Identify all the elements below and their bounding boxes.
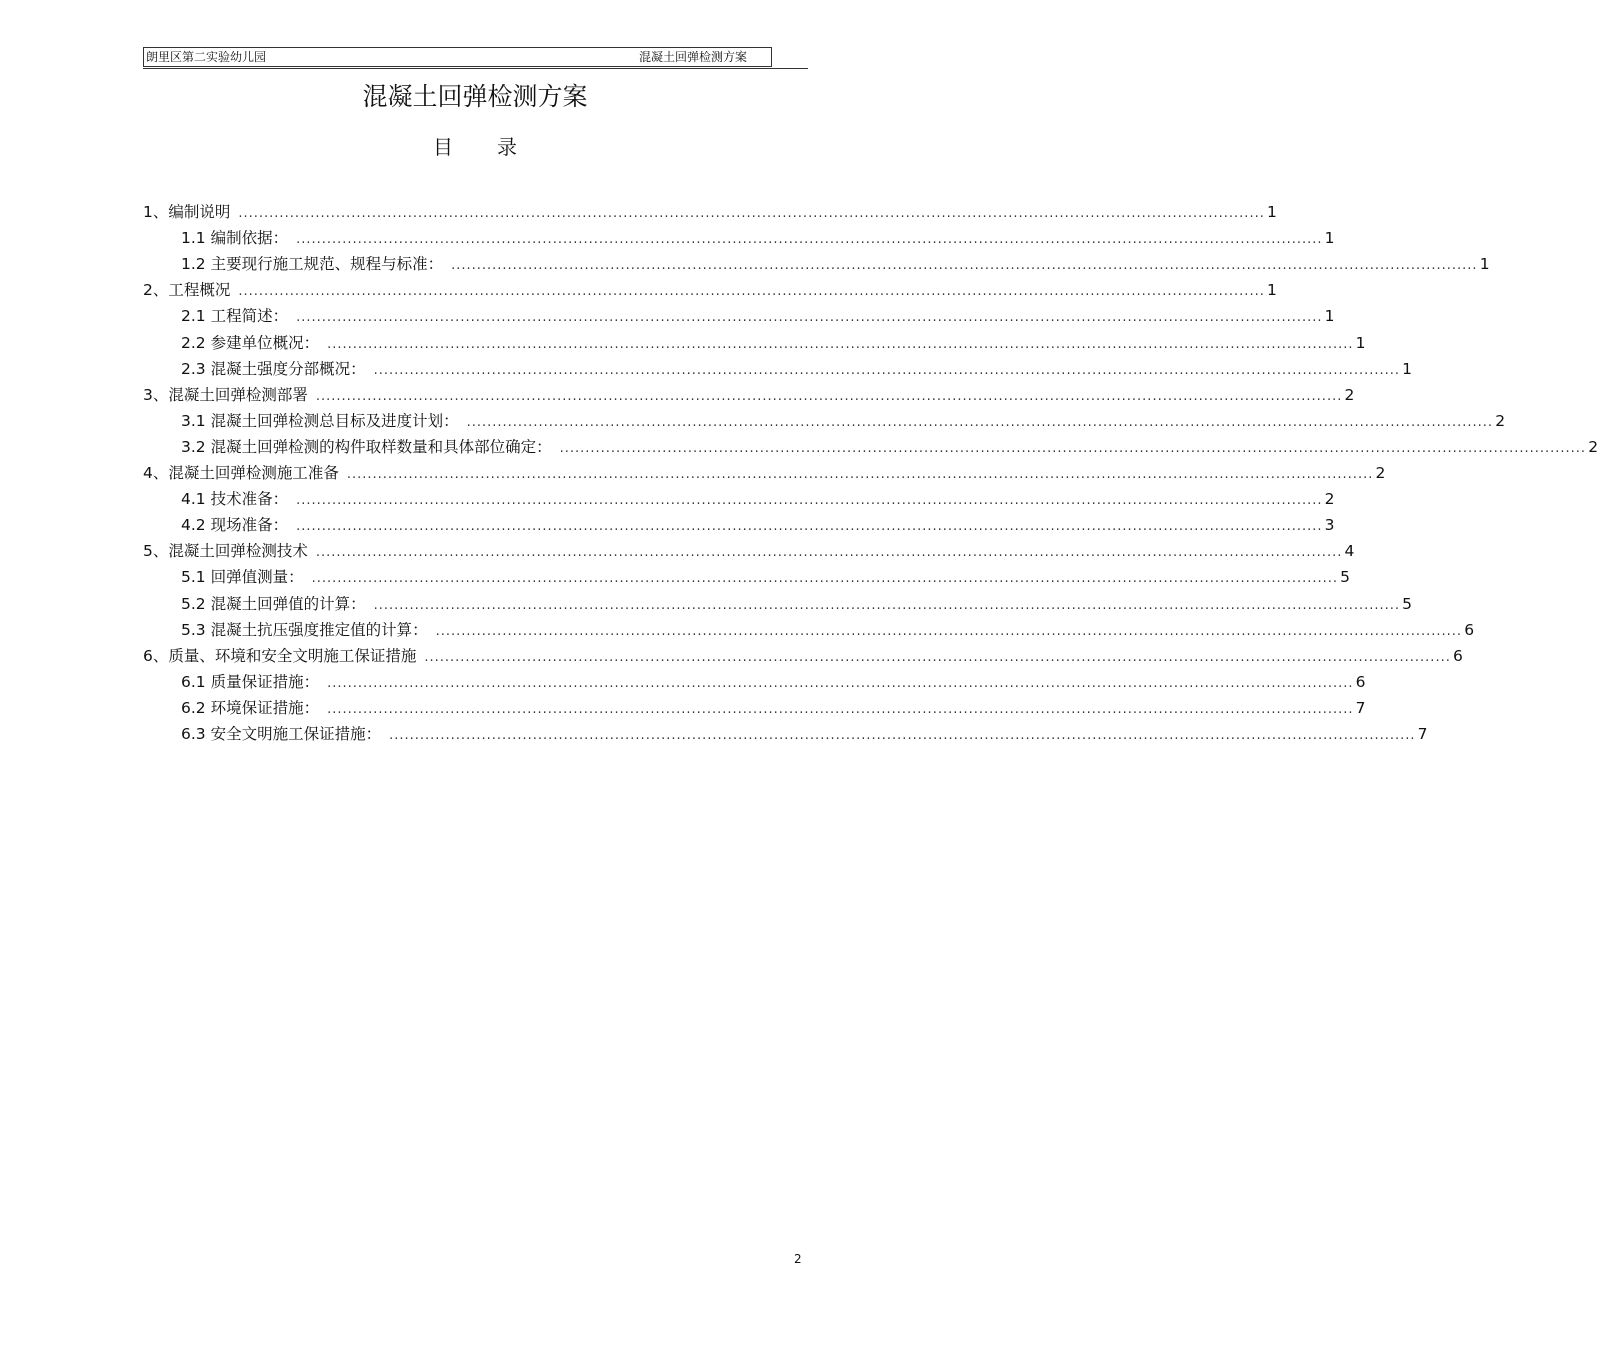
toc-entry-page: 2 [1324, 490, 1335, 509]
toc-leader-dots: ........................................................................................................................................................................................................ [327, 336, 1354, 352]
toc-entry[interactable] [181, 591, 1413, 617]
toc-leader-dots: ........................................................................................................................................................................................................ [466, 414, 1494, 430]
toc-entry-page: 1 [1266, 281, 1277, 300]
toc-leader-dots: ........................................................................................................................................................................................................ [238, 206, 1265, 221]
toc-entry-page: 4 [1344, 542, 1355, 561]
toc-leader-dots: ........................................................................................................................................................................................................ [373, 597, 1401, 613]
toc-entry-page: 3 [1324, 516, 1335, 535]
toc-leader-dots: ........................................................................................................................................................................................................ [296, 493, 1323, 509]
toc-entry[interactable] [181, 721, 1428, 747]
toc-entry-page: 5 [1402, 594, 1413, 613]
toc-heading: 目录 [433, 135, 561, 159]
toc-leader-dots: ........................................................................................................................................................................................................ [327, 675, 1354, 691]
toc-entry-label: 6、质量、环境和安全文明施工保证措施 [143, 646, 417, 665]
toc-entry[interactable] [143, 277, 1277, 303]
toc-entry-page: 6 [1464, 620, 1475, 639]
toc-entry[interactable] [181, 669, 1366, 695]
toc-entry-page: 1 [1324, 307, 1335, 326]
toc-entry-page: 6 [1452, 646, 1463, 665]
toc-entry-label: 6.3 安全文明施工保证措施： [181, 725, 382, 743]
toc-entry-label: 3.2 混凝土回弹检测的构件取样数量和具体部位确定： [181, 437, 552, 456]
toc-entry[interactable] [181, 617, 1475, 643]
toc-entry-label: 2、工程概况 [143, 281, 231, 300]
toc-entry-label: 2.1 工程简述： [181, 307, 289, 326]
toc-leader-dots: ........................................................................................................................................................................................................ [559, 440, 1587, 456]
toc-entry[interactable] [181, 251, 1490, 277]
toc-entry[interactable] [181, 486, 1335, 512]
toc-entry-label: 2.2 参建单位概况： [181, 333, 320, 352]
toc-entry-label: 6.1 质量保证措施： [181, 672, 320, 691]
toc-leader-dots: ........................................................................................................................................................................................................ [315, 545, 1343, 561]
toc-entry-label: 3、混凝土回弹检测部署 [143, 385, 308, 404]
toc-entry-page: 1 [1355, 333, 1366, 352]
toc-entry-page: 6 [1355, 672, 1366, 691]
toc-entry-label: 1.1 编制依据： [181, 229, 289, 248]
header-document-title: 混凝土回弹检测方案 [638, 50, 747, 64]
toc-entry-label: 5.3 混凝土抗压强度推定值的计算： [181, 620, 428, 639]
toc-entry-page: 2 [1344, 385, 1355, 404]
toc-entry[interactable] [181, 303, 1335, 329]
toc-entry-label: 1.2 主要现行施工规范、规程与标准： [181, 255, 444, 274]
toc-entry-label: 1、编制说明 [143, 203, 231, 221]
toc-leader-dots: ........................................................................................................................................................................................................ [296, 232, 1323, 248]
toc-entry-page: 2 [1375, 464, 1386, 482]
toc-entry[interactable] [181, 564, 1351, 590]
toc-leader-dots: ........................................................................................................................................................................................................ [389, 728, 1416, 743]
toc-entry-label: 2.3 混凝土强度分部概况： [181, 359, 366, 378]
toc-leader-dots: ........................................................................................................................................................................................................ [435, 623, 1463, 639]
toc-entry-page: 1 [1324, 229, 1335, 248]
toc-leader-dots: ........................................................................................................................................................................................................ [424, 649, 1451, 665]
toc-entry[interactable] [181, 512, 1335, 538]
toc-entry-page: 1 [1266, 203, 1277, 221]
toc-entry[interactable] [143, 382, 1355, 408]
toc-entry-label: 4、混凝土回弹检测施工准备 [143, 464, 339, 482]
toc-entry-label: 6.2 环境保证措施： [181, 698, 320, 717]
toc-leader-dots: ........................................................................................................................................................................................................ [451, 258, 1478, 274]
toc-entry[interactable] [181, 330, 1366, 356]
toc-entry[interactable] [181, 356, 1413, 382]
toc-entry[interactable] [181, 225, 1335, 251]
toc-entry-page: 1 [1402, 359, 1413, 378]
toc-entry[interactable] [143, 460, 1386, 486]
toc-entry[interactable] [143, 199, 1277, 225]
page-header [143, 47, 772, 67]
toc-entry-page: 7 [1355, 698, 1366, 717]
toc-leader-dots: ........................................................................................................................................................................................................ [296, 519, 1323, 535]
toc-entry[interactable] [181, 434, 1598, 460]
toc-leader-dots: ........................................................................................................................................................................................................ [373, 362, 1401, 378]
toc-entry-label: 4.2 现场准备： [181, 516, 289, 535]
toc-leader-dots: ........................................................................................................................................................................................................ [296, 310, 1323, 326]
header-divider [143, 68, 808, 69]
toc-leader-dots: ........................................................................................................................................................................................................ [311, 571, 1339, 587]
toc-leader-dots: ........................................................................................................................................................................................................ [238, 284, 1265, 300]
toc-entry-label: 3.1 混凝土回弹检测总目标及进度计划： [181, 411, 459, 430]
toc-entry-page: 2 [1495, 411, 1506, 430]
toc-entry[interactable] [181, 408, 1506, 434]
header-organization: 朗里区第二实验幼儿园 [146, 50, 267, 64]
toc-entry-label: 5.1 回弹值测量： [181, 568, 304, 587]
page-number: 2 [794, 1252, 802, 1266]
toc-entry-label: 5.2 混凝土回弹值的计算： [181, 594, 366, 613]
toc-entry-page: 1 [1479, 255, 1490, 274]
document-title: 混凝土回弹检测方案 [362, 82, 588, 111]
toc-entry[interactable] [143, 643, 1463, 669]
toc-leader-dots: ........................................................................................................................................................................................................ [315, 388, 1343, 404]
toc-entry-page: 2 [1588, 437, 1598, 456]
toc-entry[interactable] [181, 695, 1366, 721]
toc-leader-dots: ........................................................................................................................................................................................................ [327, 701, 1354, 717]
toc-leader-dots: ........................................................................................................................................................................................................ [346, 467, 1374, 482]
toc-entry-page: 5 [1340, 568, 1351, 587]
toc-entry-label: 5、混凝土回弹检测技术 [143, 542, 308, 561]
toc-entry[interactable] [143, 538, 1355, 564]
toc-entry-page: 7 [1417, 725, 1428, 743]
toc-entry-label: 4.1 技术准备： [181, 490, 289, 509]
